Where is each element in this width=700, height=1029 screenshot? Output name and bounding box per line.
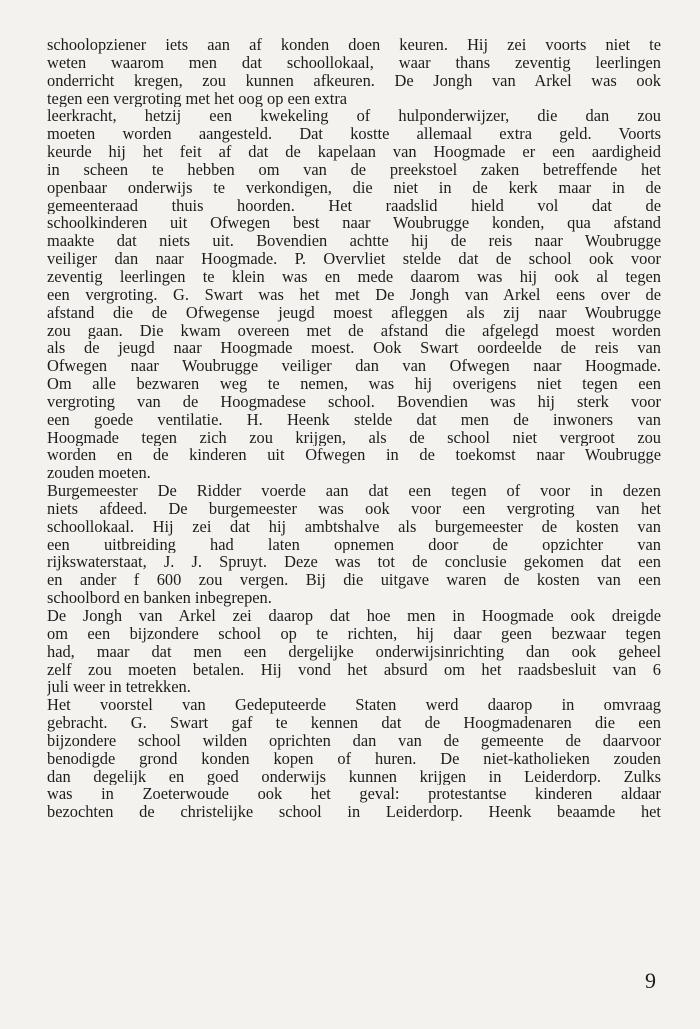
text-line: schoolopziener iets aan af konden doen keuren. Hij zei voorts niet te [47,36,661,54]
body-text [47,36,661,821]
text-line: zou gaan. Die kwam overeen met de afstand die afgelegd moest worden [47,321,661,340]
text-line: maakte dat niets uit. Bovendien achtte hij de reis naar Woubrugge [47,232,661,251]
text-line: De Jongh van Arkel zei daarop dat hoe men in Hoogmade ook dreigde [47,607,661,625]
text-line: gemeenteraad thuis hoorden. Het raadslid hield vol dat de [47,196,661,215]
text-line: weten waarom men dat schoollokaal, waar thans zeventig leerlingen [47,53,661,72]
text-line: een uitbreiding had laten opnemen door de opzichter van [47,535,661,554]
text-line: schoolkinderen uit Ofwegen best naar Woubrugge konden, qua afstand [47,214,661,233]
text-line: in scheen te hebben om van de preekstoel zaken betreffende het [47,160,661,179]
text-line: vergroting van de Hoogmadese school. Bovendien was hij sterk voor [47,392,661,411]
text-line: worden en de kinderen uit Ofwegen in de toekomst naar Woubrugge [47,446,661,465]
text-line: een vergroting. G. Swart was het met De Jongh van Arkel eens over de [47,285,661,304]
text-line: onderricht kregen, zou kunnen afkeuren. De Jongh van Arkel was ook [47,71,661,90]
text-line: was in Zoeterwoude ook het geval: protestantse kinderen aldaar [47,785,661,804]
text-line: Burgemeester De Ridder voerde aan dat een tegen of voor in dezen [47,482,661,500]
page-number: 9 [645,968,656,993]
text-line: openbaar onderwijs te verkondigen, die niet in de kerk maar in de [47,178,661,197]
text-line: bijzondere school wilden oprichten dan van de gemeente de daarvoor [47,731,661,750]
text-line: als de jeugd naar Hoogmade moest. Ook Swart oordeelde de reis van [47,339,661,358]
text-line: rijkswaterstaat, J. J. Spruyt. Deze was tot de conclusie gekomen dat een [47,553,661,572]
text-line: moeten worden aangesteld. Dat kostte allemaal extra geld. Voorts [47,125,661,144]
text-line: schoolbord en banken inbegrepen. [47,589,272,607]
text-line: schoollokaal. Hij zei dat hij ambtshalve als burgemeester de kosten van [47,517,661,536]
text-line: Het voorstel van Gedeputeerde Staten werd daarop in omvraag [47,696,661,715]
text-line: Om alle bezwaren weg te nemen, was hij overigens niet tegen een [47,375,661,393]
text-line: tegen een vergroting met het oog op een extra [47,89,348,108]
text-line: zouden moeten. [47,464,151,483]
text-line: bezochten de christelijke school in Leiderdorp. Heenk beaamde het [47,803,661,822]
text-line: benodigde grond konden kopen of huren. De niet-katholieken zouden [47,749,661,768]
text-line: Hoogmade tegen zich zou krijgen, als de school niet vergroot zou [47,428,661,447]
text-line: om een bijzondere school op te richten, hij daar geen bezwaar tegen [47,624,661,643]
text-line: gebracht. G. Swart gaf te kennen dat de Hoogmadenaren die een [47,714,661,732]
text-line: juli weer in tetrekken. [47,678,191,697]
text-line: veiliger dan naar Hoogmade. P. Overvliet stelde dat de school ook voor [47,250,661,268]
text-line: afstand die de Ofwegense jeugd moest afleggen als zij naar Woubrugge [47,303,661,322]
text-line: leerkracht, hetzij een kwekeling of hulponderwijzer, die dan zou [47,107,661,126]
text-line: en ander f 600 zou vergen. Bij die uitgave waren de kosten van een [47,571,661,590]
text-line: zelf zou moeten betalen. Hij vond het absurd om het raadsbesluit van 6 [47,660,661,679]
text-line: dan degelijk en goed onderwijs kunnen krijgen in Leiderdorp. Zulks [47,767,661,786]
text-line: zeventig leerlingen te klein was en mede daarom was hij ook al tegen [47,267,661,286]
text-line: een goede ventilatie. H. Heenk stelde dat men de inwoners van [47,410,661,429]
text-line: had, maar dat men een dergelijke onderwijsinrichting dan ook geheel [47,642,661,661]
text-line: niets afdeed. De burgemeester was ook voor een vergroting van het [47,499,661,518]
text-line: Ofwegen naar Woubrugge veiliger dan van Ofwegen naar Hoogmade. [47,357,661,376]
text-line: keurde hij het feit af dat de kapelaan van Hoogmade er een aardigheid [47,143,661,161]
